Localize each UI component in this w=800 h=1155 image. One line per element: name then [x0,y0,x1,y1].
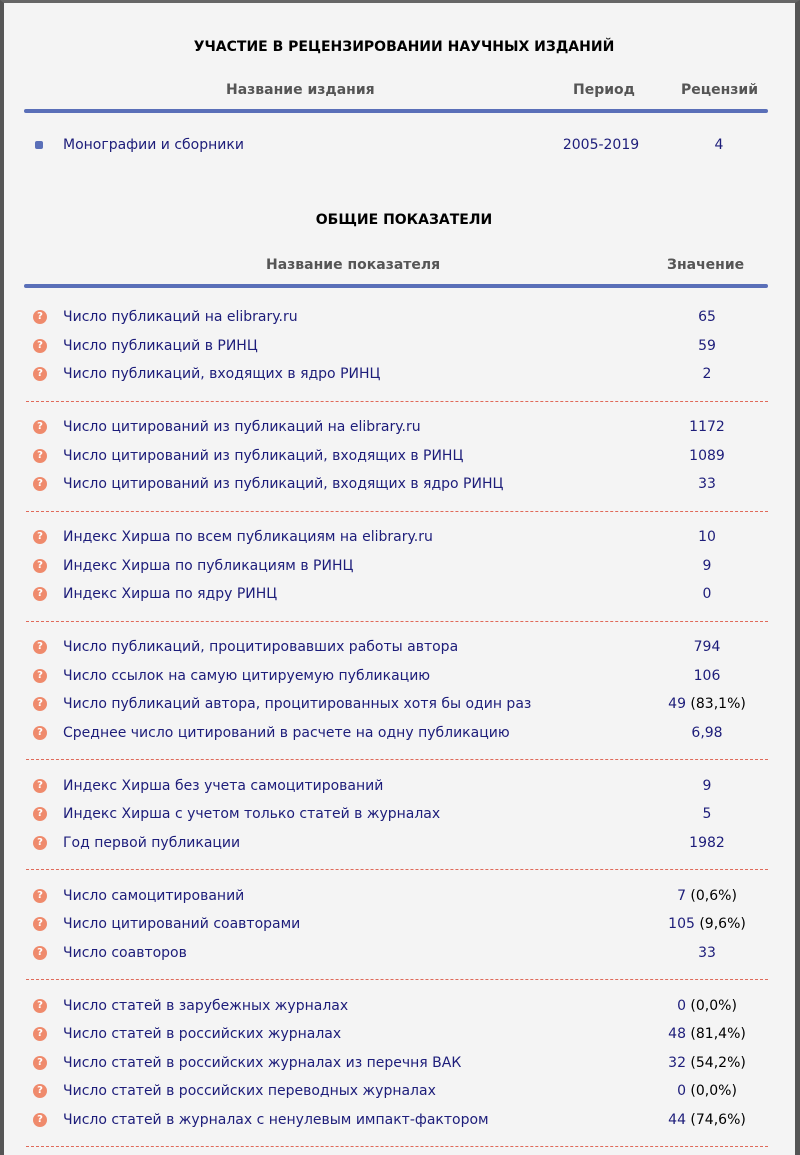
review-section-title: УЧАСТИЕ В РЕЦЕНЗИРОВАНИИ НАУЧНЫХ ИЗДАНИЙ [193,39,615,55]
stat-value [644,801,770,827]
stat-label[interactable]: Число ссылок на самую цитируемую публикацию [63,668,431,684]
stat-value-number[interactable]: 9 [702,558,712,574]
stat-value-number[interactable]: 5 [702,806,712,822]
stat-value [644,471,770,497]
stat-value [644,553,770,579]
review-header-period: Период [573,82,635,98]
stat-value [644,1078,770,1104]
stat-value-number[interactable]: 106 [693,668,721,684]
stat-row [4,414,800,440]
question-circle-icon[interactable]: ? [33,697,47,711]
stat-value [644,524,770,550]
stat-value-percent: (54,2%) [685,1055,746,1071]
stat-label[interactable]: Индекс Хирша без учета самоцитирований [63,778,384,794]
stat-label[interactable]: Индекс Хирша с учетом только статей в журналах [63,806,441,822]
stat-value-number[interactable]: 0 [677,1083,686,1099]
stat-row [4,801,800,827]
question-circle-icon[interactable]: ? [33,530,47,544]
stat-value-number[interactable]: 33 [698,476,716,492]
stat-label[interactable]: Число статей в зарубежных журналах [63,998,349,1014]
question-circle-icon[interactable]: ? [33,339,47,353]
stat-row [4,1107,800,1133]
stat-label[interactable]: Число соавторов [63,945,187,961]
stat-value [644,720,770,746]
stat-value [644,830,770,856]
question-circle-icon[interactable]: ? [33,559,47,573]
stat-label[interactable]: Число цитирований из публикаций на elibrary.ru [63,419,421,435]
stat-row [4,883,800,909]
stat-label[interactable]: Число статей в журналах с ненулевым импакт-фактором [63,1112,489,1128]
stat-row [4,720,800,746]
stat-value [644,443,770,469]
stat-label[interactable]: Число статей в российских журналах [63,1026,342,1042]
stat-label[interactable]: Число публикаций, входящих в ядро РИНЦ [63,366,381,382]
stat-value-number[interactable]: 49 [668,696,686,712]
stat-row [4,443,800,469]
stat-row [4,333,800,359]
question-circle-icon[interactable]: ? [33,1027,47,1041]
stat-value [644,911,770,937]
stats-header-value: Значение [667,257,745,273]
stat-value-percent: (81,4%) [685,1026,746,1042]
stats-header-name: Название показателя [266,257,441,273]
stat-value [644,1107,770,1133]
question-circle-icon[interactable]: ? [33,889,47,903]
stat-row [4,361,800,387]
question-circle-icon[interactable]: ? [33,587,47,601]
group-divider [26,869,768,870]
group-divider [26,759,768,760]
stat-row [4,304,800,330]
question-circle-icon[interactable]: ? [33,449,47,463]
question-circle-icon[interactable]: ? [33,779,47,793]
question-circle-icon[interactable]: ? [33,999,47,1013]
question-circle-icon[interactable]: ? [33,477,47,491]
stat-label[interactable]: Число публикаций на elibrary.ru [63,309,298,325]
stat-row [4,663,800,689]
stat-label[interactable]: Число статей в российских журналах из перечня ВАК [63,1055,462,1071]
stat-value [644,883,770,909]
stat-value-number[interactable]: 6,98 [691,725,723,741]
stat-row [4,773,800,799]
stat-row [4,911,800,937]
stat-value-percent: (83,1%) [685,696,746,712]
stat-row [4,940,800,966]
stat-label[interactable]: Число самоцитирований [63,888,245,904]
stat-value-percent: (74,6%) [685,1112,746,1128]
stat-value [644,361,770,387]
stat-value [644,1021,770,1047]
stat-value [644,304,770,330]
question-circle-icon[interactable]: ? [33,836,47,850]
stat-value-number[interactable]: 1982 [689,835,725,851]
stat-label[interactable]: Индекс Хирша по ядру РИНЦ [63,586,278,602]
stat-value [644,1050,770,1076]
question-circle-icon[interactable]: ? [33,367,47,381]
stat-value-number[interactable]: 44 [668,1112,686,1128]
stat-value [644,773,770,799]
stat-value-number[interactable]: 1089 [689,448,725,464]
group-divider [26,401,768,402]
stat-label[interactable]: Число цитирований соавторами [63,916,301,932]
review-header-count: Рецензий [681,82,759,98]
stat-value [644,940,770,966]
stat-label[interactable]: Число публикаций в РИНЦ [63,338,258,354]
review-row-count[interactable]: 4 [714,137,724,153]
stat-value-number[interactable]: 7 [677,888,686,904]
stat-row [4,471,800,497]
stat-label[interactable]: Число публикаций, процитировавших работы автора [63,639,459,655]
stat-value-number[interactable]: 9 [702,778,712,794]
stat-row [4,691,800,717]
stat-value-number[interactable]: 794 [693,639,721,655]
stat-value-number[interactable]: 33 [698,945,716,961]
stat-label[interactable]: Число публикаций автора, процитированных хотя бы один раз [63,696,532,712]
stat-row [4,993,800,1019]
stat-value [644,634,770,660]
stat-row [4,1078,800,1104]
question-circle-icon[interactable]: ? [33,310,47,324]
question-circle-icon[interactable]: ? [33,1113,47,1127]
stat-label[interactable]: Число цитирований из публикаций, входящих в РИНЦ [63,448,464,464]
group-divider [26,1146,768,1147]
stat-label[interactable]: Индекс Хирша по всем публикациям на elibrary.ru [63,529,433,545]
stat-value-percent: (9,6%) [694,916,746,932]
stat-value-percent: (0,0%) [685,998,737,1014]
review-row [4,132,800,158]
stat-value-number[interactable]: 48 [668,1026,686,1042]
group-divider [26,979,768,980]
stat-value-number[interactable]: 2 [702,366,712,382]
stat-value-number[interactable]: 59 [698,338,716,354]
stat-row [4,524,800,550]
stat-value-number[interactable]: 1172 [689,419,725,435]
stat-row [4,1021,800,1047]
stat-value [644,993,770,1019]
stat-label[interactable]: Число статей в российских переводных журналах [63,1083,436,1099]
group-divider [26,511,768,512]
stat-value-number[interactable]: 0 [702,586,712,602]
question-circle-icon[interactable]: ? [33,807,47,821]
question-circle-icon[interactable]: ? [33,946,47,960]
question-circle-icon[interactable]: ? [33,640,47,654]
stat-value [644,581,770,607]
question-circle-icon[interactable]: ? [33,726,47,740]
review-header-rule [24,109,768,113]
stat-value-number[interactable]: 0 [677,998,686,1014]
stat-value [644,663,770,689]
square-bullet-icon [35,141,43,149]
stat-row [4,830,800,856]
review-row-period[interactable]: 2005-2019 [562,137,640,153]
stat-row [4,1050,800,1076]
review-header-name: Название издания [226,82,375,98]
stats-header-rule [24,284,768,288]
stat-value-number[interactable]: 105 [668,916,695,932]
question-circle-icon[interactable]: ? [33,1084,47,1098]
stats-section-title: ОБЩИЕ ПОКАЗАТЕЛИ [315,212,493,228]
stat-value-number[interactable]: 32 [668,1055,686,1071]
stat-value [644,691,770,717]
stat-value [644,414,770,440]
stat-row [4,553,800,579]
stat-row [4,634,800,660]
stat-value [644,333,770,359]
stat-label[interactable]: Индекс Хирша по публикациям в РИНЦ [63,558,354,574]
question-circle-icon[interactable]: ? [33,917,47,931]
question-circle-icon[interactable]: ? [33,420,47,434]
stat-value-number[interactable]: 65 [698,309,716,325]
stat-value-number[interactable]: 10 [698,529,716,545]
group-divider [26,621,768,622]
stat-value-percent: (0,0%) [685,1083,737,1099]
stat-row [4,581,800,607]
stat-label[interactable]: Среднее число цитирований в расчете на одну публикацию [63,725,510,741]
stat-label[interactable]: Число цитирований из публикаций, входящих в ядро РИНЦ [63,476,504,492]
question-circle-icon[interactable]: ? [33,1056,47,1070]
stat-label[interactable]: Год первой публикации [63,835,241,851]
review-row-name[interactable]: Монографии и сборники [63,137,244,153]
stat-value-percent: (0,6%) [685,888,737,904]
question-circle-icon[interactable]: ? [33,669,47,683]
